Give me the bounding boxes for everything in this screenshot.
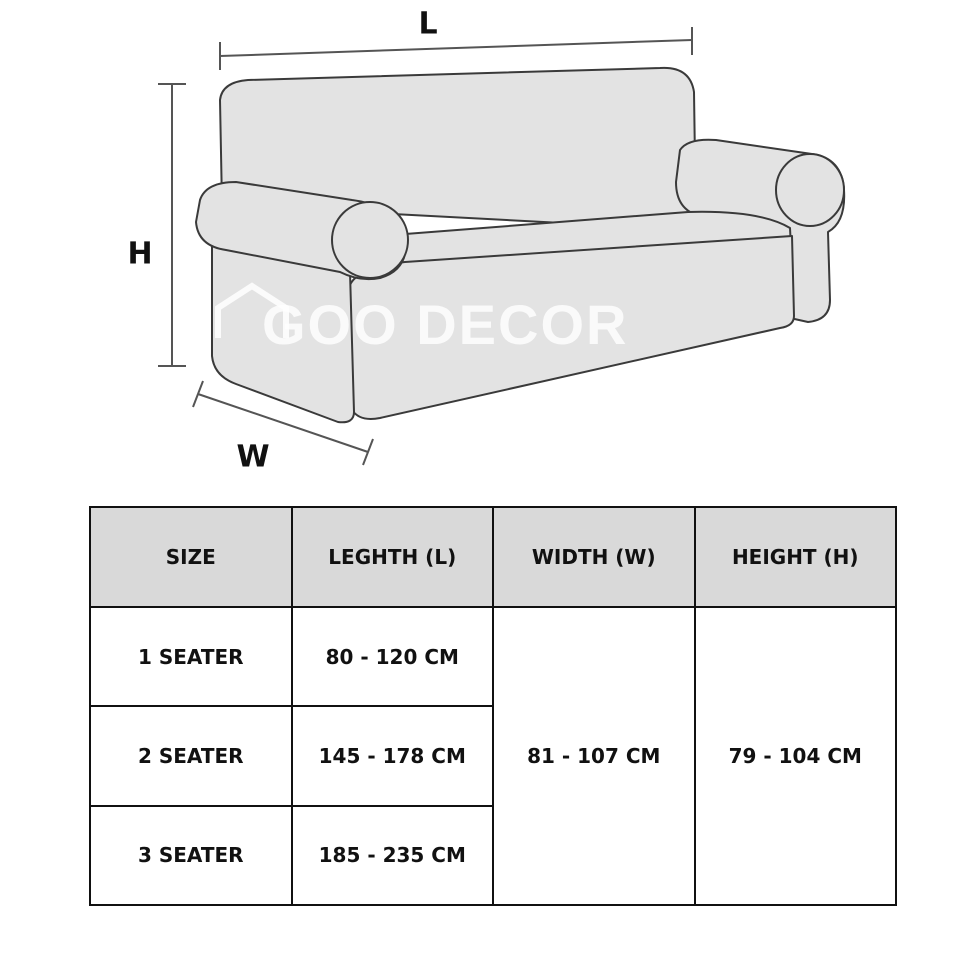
length-cell: 80 - 120 CM bbox=[292, 607, 494, 706]
height-cell: 79 - 104 CM bbox=[695, 607, 897, 905]
sofa bbox=[196, 68, 844, 422]
length-cell: 185 - 235 CM bbox=[292, 806, 494, 905]
height-label: H bbox=[127, 236, 153, 272]
table-row bbox=[90, 607, 896, 706]
size-cell: 2 SEATER bbox=[90, 706, 292, 805]
size-cell: 1 SEATER bbox=[90, 607, 292, 706]
width-label: W bbox=[236, 439, 270, 475]
size-cell: 3 SEATER bbox=[90, 806, 292, 905]
header-length: LEGHTH (L) bbox=[292, 507, 494, 607]
length-dimension-line bbox=[220, 27, 692, 70]
header-height: HEIGHT (H) bbox=[695, 507, 897, 607]
length-label: L bbox=[418, 6, 438, 42]
header-size: SIZE bbox=[90, 507, 292, 607]
height-dimension-line bbox=[158, 84, 186, 366]
table-header-row bbox=[90, 507, 896, 607]
size-chart-table bbox=[89, 506, 897, 906]
watermark-text: GOO DECOR bbox=[262, 293, 629, 356]
length-cell: 145 - 178 CM bbox=[292, 706, 494, 805]
header-width: WIDTH (W) bbox=[493, 507, 695, 607]
width-cell: 81 - 107 CM bbox=[493, 607, 695, 905]
